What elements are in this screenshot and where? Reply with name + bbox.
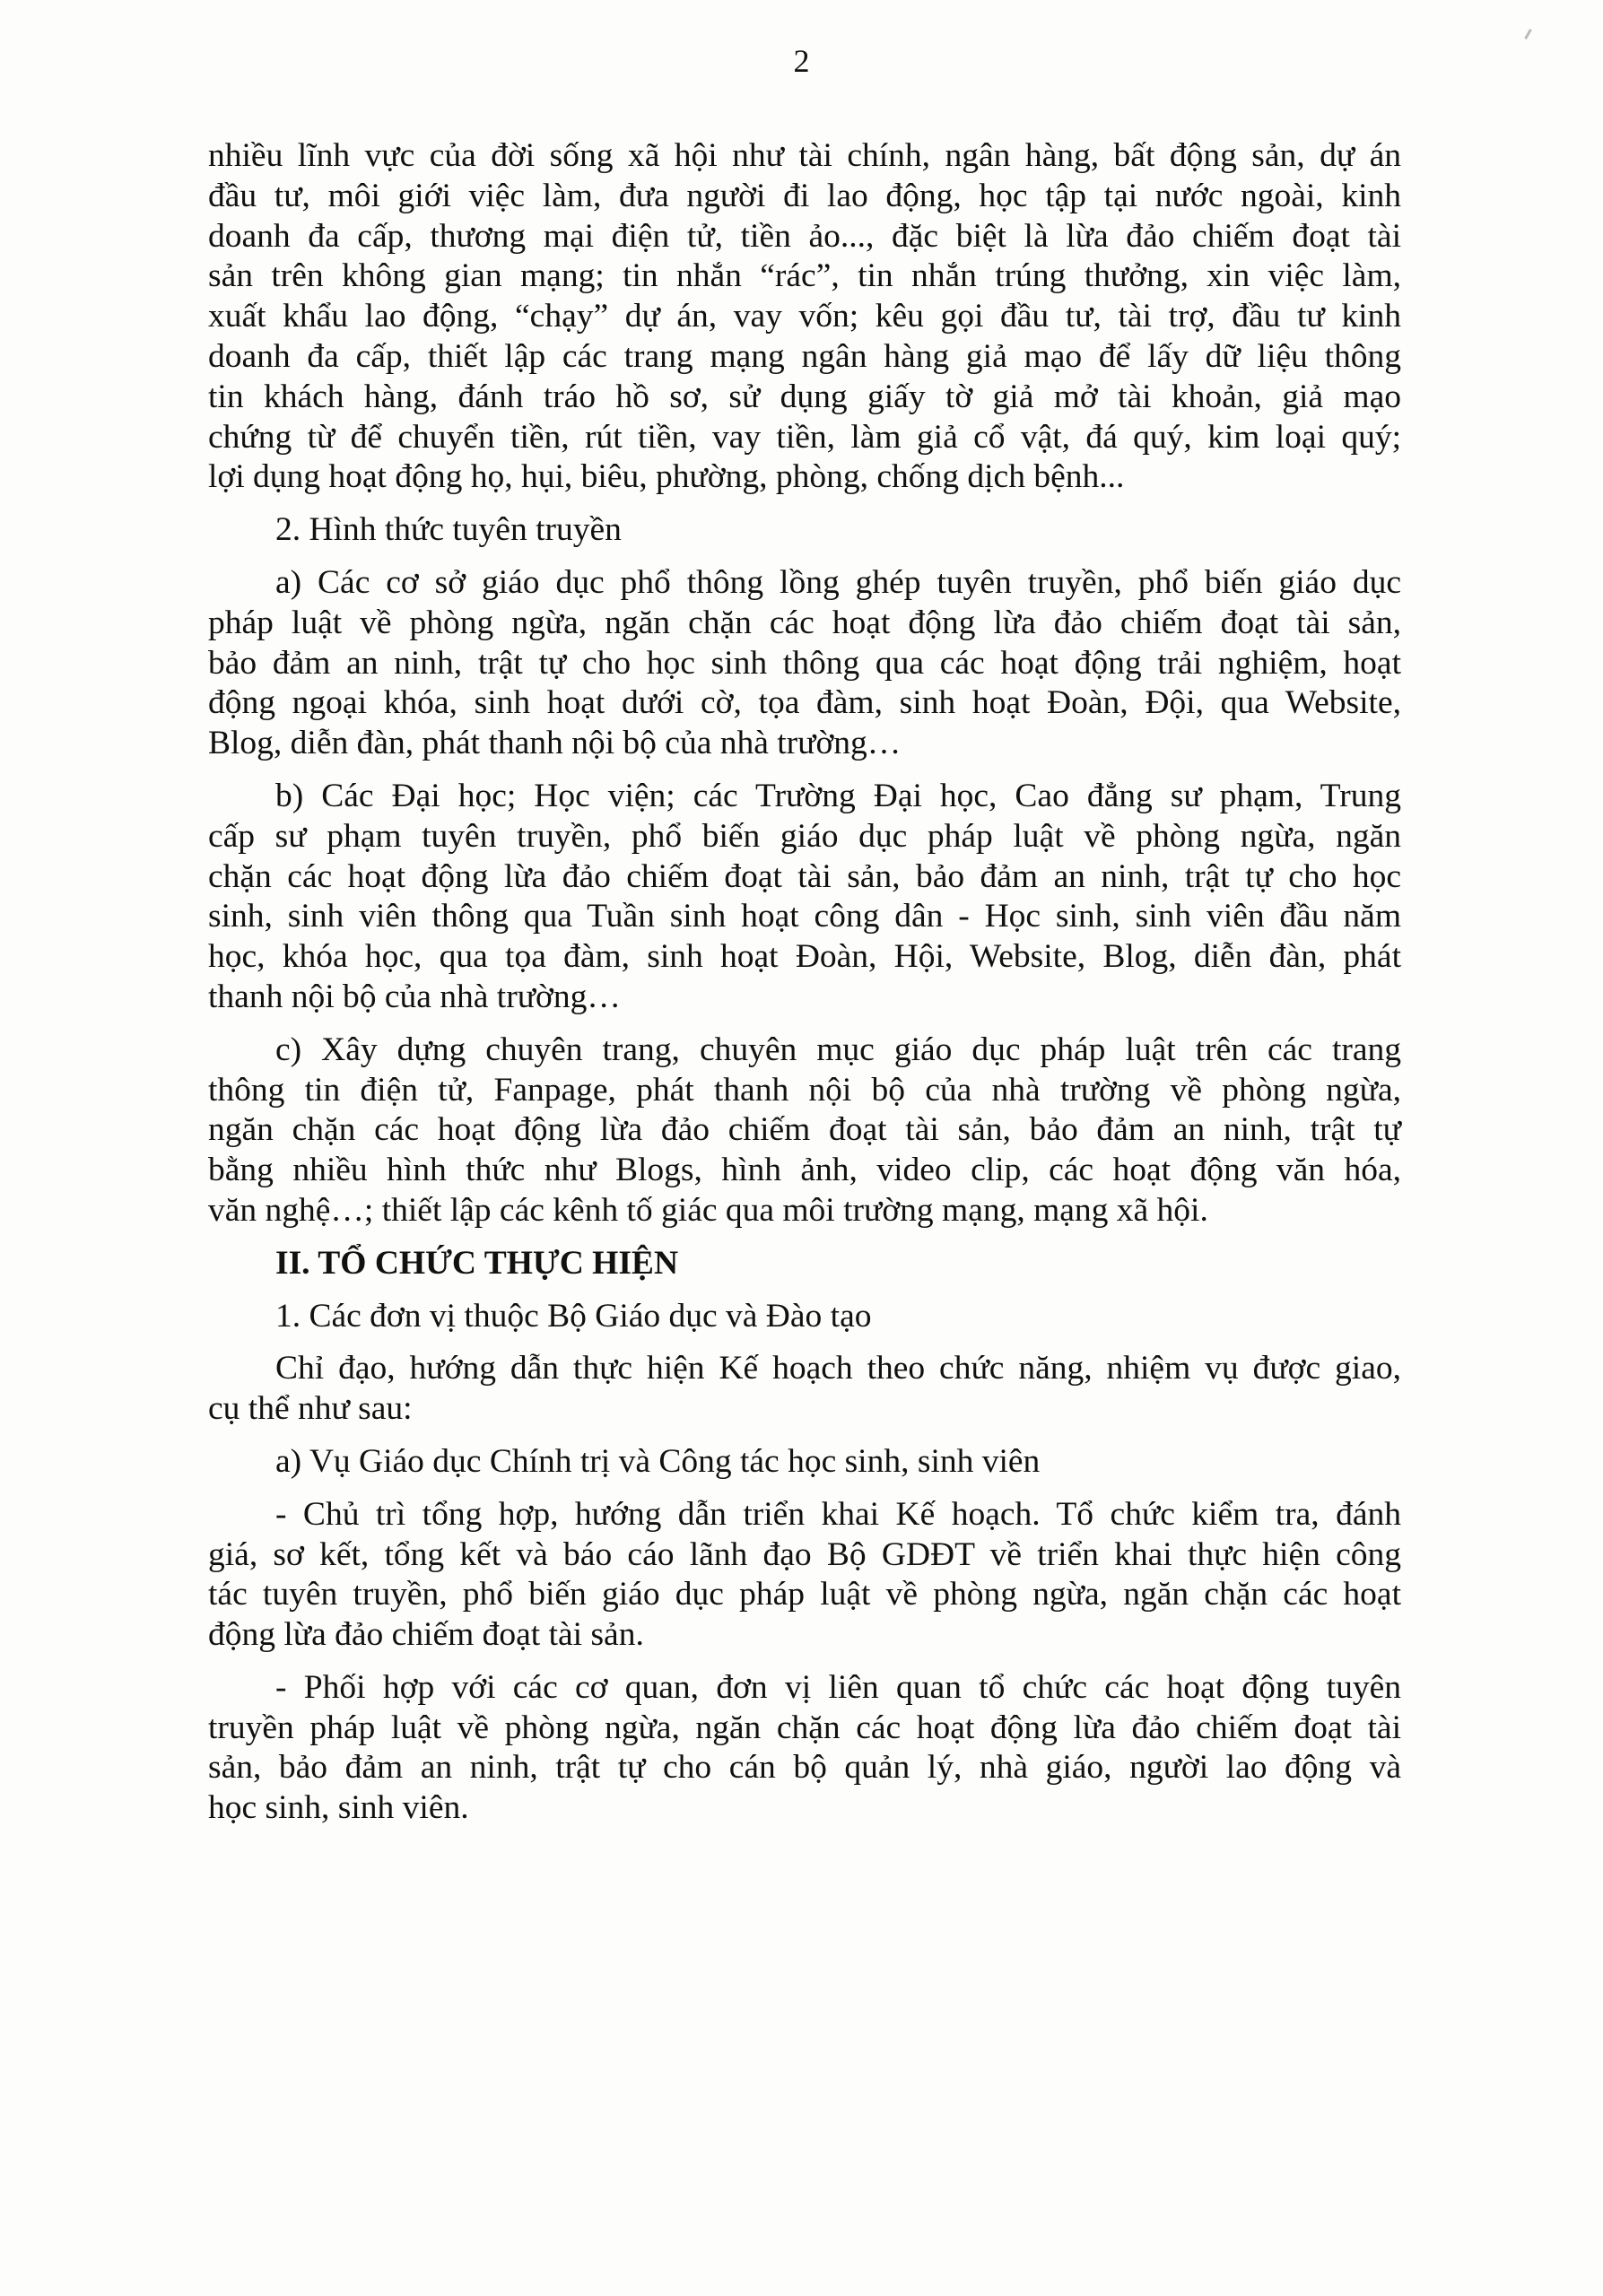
- text-line: ngăn chặn các hoạt động lừa đảo chiếm đoạt tài sản, bảo đảm an ninh, trật tự: [208, 1111, 1401, 1149]
- text-line: pháp luật về phòng ngừa, ngăn chặn các hoạt động lừa đảo chiếm đoạt tài sản,: [208, 604, 1401, 641]
- subheading: [208, 1442, 1401, 1483]
- text-line: Chỉ đạo, hướng dẫn thực hiện Kế hoạch theo chức năng, nhiệm vụ được giao,: [275, 1350, 1401, 1387]
- text-line: lợi dụng hoạt động họ, hụi, biêu, phường, phòng, chống dịch bệnh...: [208, 458, 1125, 496]
- text-line: học sinh, sinh viên.: [208, 1789, 469, 1827]
- text-line: bằng nhiều hình thức như Blogs, hình ảnh, video clip, các hoạt động văn hóa,: [208, 1152, 1401, 1189]
- paragraph-gap: [208, 498, 1401, 510]
- text-line: doanh đa cấp, thương mại điện tử, tiền ảo..., đặc biệt là lừa đảo chiếm đoạt tài: [208, 217, 1401, 255]
- text-line: b) Các Đại học; Học viện; các Trường Đại học, Cao đẳng sư phạm, Trung: [275, 777, 1401, 814]
- text-line: c) Xây dựng chuyên trang, chuyên mục giáo dục pháp luật trên các trang: [275, 1031, 1401, 1068]
- paragraph: [208, 1668, 1401, 1829]
- text-line: nhiều lĩnh vực của đời sống xã hội như tài chính, ngân hàng, bất động sản, dự án: [208, 137, 1401, 174]
- text-line: cấp sư phạm tuyên truyền, phổ biến giáo dục pháp luật về phòng ngừa, ngăn: [208, 817, 1401, 855]
- text-line: - Chủ trì tổng hợp, hướng dẫn triển khai Kế hoạch. Tổ chức kiểm tra, đánh: [275, 1495, 1401, 1533]
- text-line: chứng từ để chuyển tiền, rút tiền, vay tiền, làm giả cổ vật, đá quý, kim loại quý;: [208, 418, 1401, 456]
- subheading: [208, 510, 1401, 551]
- text-line: - Phối hợp với các cơ quan, đơn vị liên quan tổ chức các hoạt động tuyên: [275, 1668, 1401, 1706]
- paragraph-gap: [208, 764, 1401, 777]
- page-number: 2: [793, 43, 810, 79]
- paragraph: [208, 777, 1401, 1018]
- text-line: tác tuyên truyền, phổ biến giáo dục pháp luật về phòng ngừa, ngăn chặn các hoạt: [208, 1576, 1401, 1613]
- text-line: xuất khẩu lao động, “chạy” dự án, vay vốn; kêu gọi đầu tư, tài trợ, đầu tư kinh: [208, 298, 1401, 335]
- text-line: II. TỔ CHỨC THỰC HIỆN: [275, 1244, 679, 1282]
- paragraph: [208, 563, 1401, 764]
- paragraph-gap: [208, 1284, 1401, 1297]
- text-line: bảo đảm an ninh, trật tự cho học sinh thông qua các hoạt động trải nghiệm, hoạt: [208, 644, 1401, 682]
- text-line: 2. Hình thức tuyên truyền: [275, 511, 622, 549]
- paragraph-gap: [208, 1656, 1401, 1668]
- paragraph-gap: [208, 1483, 1401, 1495]
- section-heading: [208, 1244, 1401, 1284]
- text-line: a) Các cơ sở giáo dục phổ thông lồng ghép tuyên truyền, phổ biến giáo dục: [275, 563, 1401, 601]
- text-line: học, khóa học, qua tọa đàm, sinh hoạt Đoàn, Hội, Website, Blog, diễn đàn, phát: [208, 938, 1401, 976]
- document-body: [208, 136, 1401, 1829]
- paragraph-gap: [208, 1231, 1401, 1244]
- paragraph: [208, 1495, 1401, 1656]
- text-line: giá, sơ kết, tổng kết và báo cáo lãnh đạo Bộ GDĐT về triển khai thực hiện công: [208, 1535, 1401, 1573]
- text-line: sản, bảo đảm an ninh, trật tự cho cán bộ quản lý, nhà giáo, người lao động và: [208, 1749, 1401, 1787]
- text-line: thông tin điện tử, Fanpage, phát thanh nội bộ của nhà trường về phòng ngừa,: [208, 1071, 1401, 1109]
- paragraph-gap: [208, 1430, 1401, 1442]
- paragraph-gap: [208, 1336, 1401, 1349]
- scan-mark: [1524, 29, 1532, 39]
- paragraph: [208, 1349, 1401, 1430]
- paragraph: [208, 1031, 1401, 1231]
- text-line: truyền pháp luật về phòng ngừa, ngăn chặn các hoạt động lừa đảo chiếm đoạt tài: [208, 1709, 1401, 1746]
- text-line: 1. Các đơn vị thuộc Bộ Giáo dục và Đào tạo: [275, 1297, 872, 1335]
- subheading: [208, 1297, 1401, 1337]
- text-line: thanh nội bộ của nhà trường…: [208, 978, 621, 1015]
- text-line: sản trên không gian mạng; tin nhắn “rác”, tin nhắn trúng thưởng, xin việc làm,: [208, 257, 1401, 295]
- text-line: chặn các hoạt động lừa đảo chiếm đoạt tài sản, bảo đảm an ninh, trật tự cho học: [208, 857, 1401, 895]
- text-line: động lừa đảo chiếm đoạt tài sản.: [208, 1616, 644, 1654]
- text-line: tin khách hàng, đánh tráo hồ sơ, sử dụng giấy tờ giả mở tài khoản, giả mạo: [208, 378, 1401, 415]
- text-line: a) Vụ Giáo dục Chính trị và Công tác học sinh, sinh viên: [275, 1442, 1041, 1480]
- text-line: doanh đa cấp, thiết lập các trang mạng ngân hàng giả mạo để lấy dữ liệu thông: [208, 337, 1401, 375]
- text-line: cụ thể như sau:: [208, 1390, 413, 1428]
- text-line: đầu tư, môi giới việc làm, đưa người đi lao động, học tập tại nước ngoài, kinh: [208, 177, 1401, 214]
- paragraph-gap: [208, 551, 1401, 563]
- paragraph-gap: [208, 1018, 1401, 1031]
- text-line: động ngoại khóa, sinh hoạt dưới cờ, tọa đàm, sinh hoạt Đoàn, Đội, qua Website,: [208, 684, 1401, 722]
- text-line: văn nghệ…; thiết lập các kênh tố giác qua môi trường mạng, mạng xã hội.: [208, 1191, 1208, 1229]
- paragraph: [208, 136, 1401, 498]
- text-line: sinh, sinh viên thông qua Tuần sinh hoạt công dân - Học sinh, sinh viên đầu năm: [208, 898, 1401, 935]
- text-line: Blog, diễn đàn, phát thanh nội bộ của nhà trường…: [208, 725, 902, 762]
